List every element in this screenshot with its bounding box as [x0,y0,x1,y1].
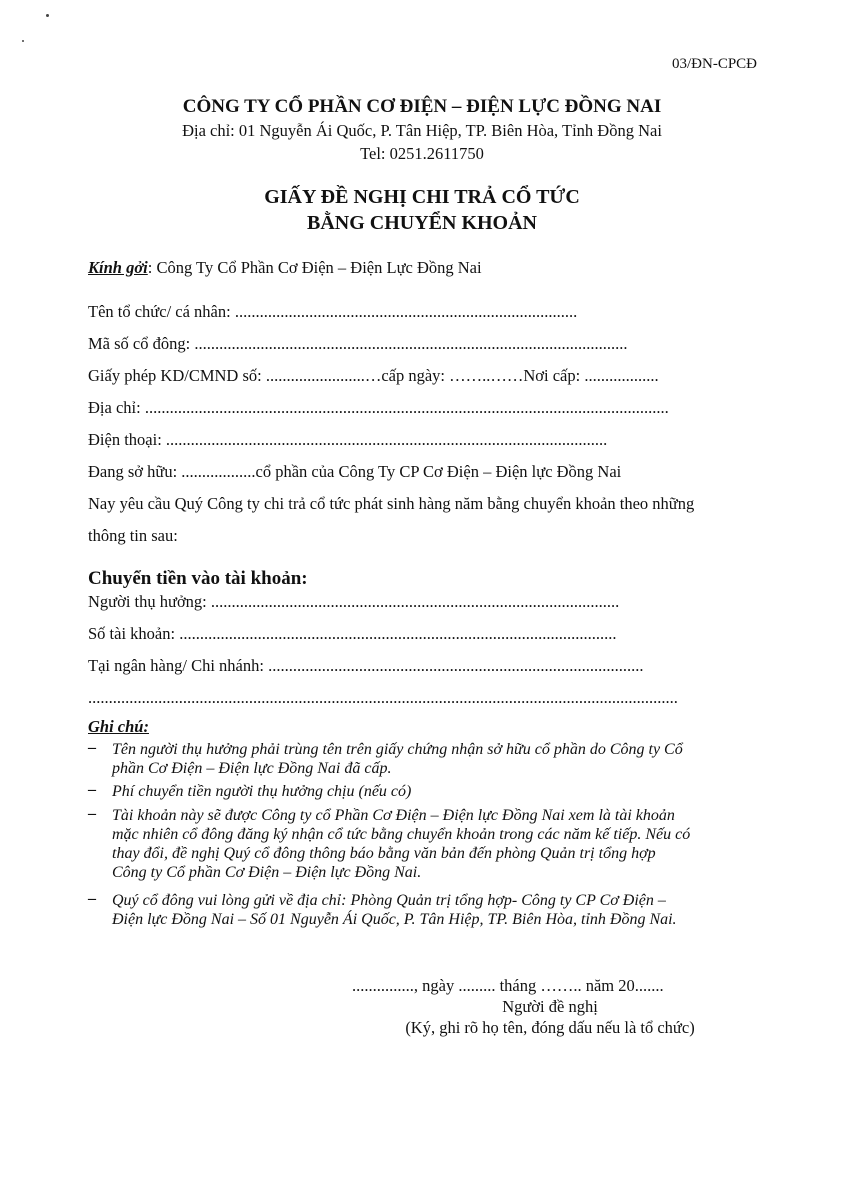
license-field[interactable]: Giấy phép KD/CMND số: ........................…cấp ngày: ……..……Nơi cấp: .................. [88,366,659,385]
recipient-line [88,258,482,278]
document-code: 03/ĐN-CPCĐ [672,56,758,72]
note-bullet: – [88,739,96,756]
beneficiary-field[interactable]: Người thụ hưởng: ................................................................................................... [88,592,620,611]
scan-speck [22,40,24,42]
company-address: Địa chỉ: 01 Nguyễn Ái Quốc, P. Tân Hiệp, TP. Biên Hòa, Tỉnh Đồng Nai [182,121,662,140]
form-title-line-2: BẰNG CHUYỂN KHOẢN [306,212,537,234]
bank-branch-extra-line[interactable]: ............................................................................................................................................... [88,688,678,707]
note-bullet: – [88,781,96,798]
recipient-label: Kính gởi [88,258,148,277]
form-title-line-1: GIẤY ĐỀ NGHỊ CHI TRẢ CỔ TỨC [264,186,580,208]
note-bullet: – [88,890,96,907]
bank-branch-field[interactable]: Tại ngân hàng/ Chi nhánh: ........................................................................................... [88,656,644,675]
note-bullet: – [88,805,96,822]
recipient-value: : Công Ty Cổ Phần Cơ Điện – Điện Lực Đồng Nai [147,258,482,277]
phone-field[interactable]: Điện thoại: ........................................................................................................... [88,430,608,449]
note-item-3: Tài khoản này sẽ được Công ty cổ Phần Cơ Điện – Điện lực Đồng Nai xem là tài khoản mặc nhiên cổ đông đăng ký nhận cổ tức bằng chuyển khoản trong các năm kế tiếp. Nếu có thay đổi, đề nghị Quý cổ đông thông báo bằng văn bản đến phòng Quản trị tổng hợp Công ty Cổ phần Cơ Điện – Điện lực Đồng Nai. [112,807,691,881]
transfer-heading: Chuyển tiền vào tài khoản: [88,568,308,589]
name-field[interactable]: Tên tổ chức/ cá nhân: ................................................................................... [88,302,578,321]
shareholder-code-field[interactable]: Mã số cổ đông: ......................................................................................................... [88,334,628,353]
request-text-line-1: Nay yêu cầu Quý Công ty chi trả cổ tức phát sinh hàng năm bằng chuyển khoản theo những [88,494,695,513]
shares-owned-field[interactable]: Đang sở hữu: ..................cổ phần của Công Ty CP Cơ Điện – Điện lực Đồng Nai [88,462,622,481]
notes-heading: Ghi chú: [88,717,149,736]
signature-instruction: (Ký, ghi rõ họ tên, đóng dấu nếu là tổ chức) [405,1018,695,1037]
note-item-4: Quý cổ đông vui lòng gửi về địa chỉ: Phòng Quản trị tổng hợp- Công ty CP Cơ Điện – Điện lực Đồng Nai – Số 01 Nguyễn Ái Quốc, P. Tân Hiệp, TP. Biên Hòa, tỉnh Đồng Nai. [112,892,677,928]
note-item-1: Tên người thụ hưởng phải trùng tên trên giấy chứng nhận sở hữu cổ phần do Công ty Cổ phần Cơ Điện – Điện lực Đồng Nai đã cấp. [112,741,683,777]
scan-speck [46,14,49,17]
request-text-line-2: thông tin sau: [88,526,178,545]
note-item-2: Phí chuyển tiền người thụ hưởng chịu (nếu có) [112,783,412,800]
company-phone: Tel: 0251.2611750 [360,144,484,163]
account-number-field[interactable]: Số tài khoản: .......................................................................................................... [88,624,617,643]
signature-date-line[interactable]: ..............., ngày ......... tháng …….. năm 20....... [352,976,664,995]
address-field[interactable]: Địa chỉ: ............................................................................................................................... [88,398,669,417]
signer-label: Người đề nghị [502,997,598,1016]
company-name: CÔNG TY CỔ PHẦN CƠ ĐIỆN – ĐIỆN LỰC ĐỒNG NAI [182,96,662,117]
